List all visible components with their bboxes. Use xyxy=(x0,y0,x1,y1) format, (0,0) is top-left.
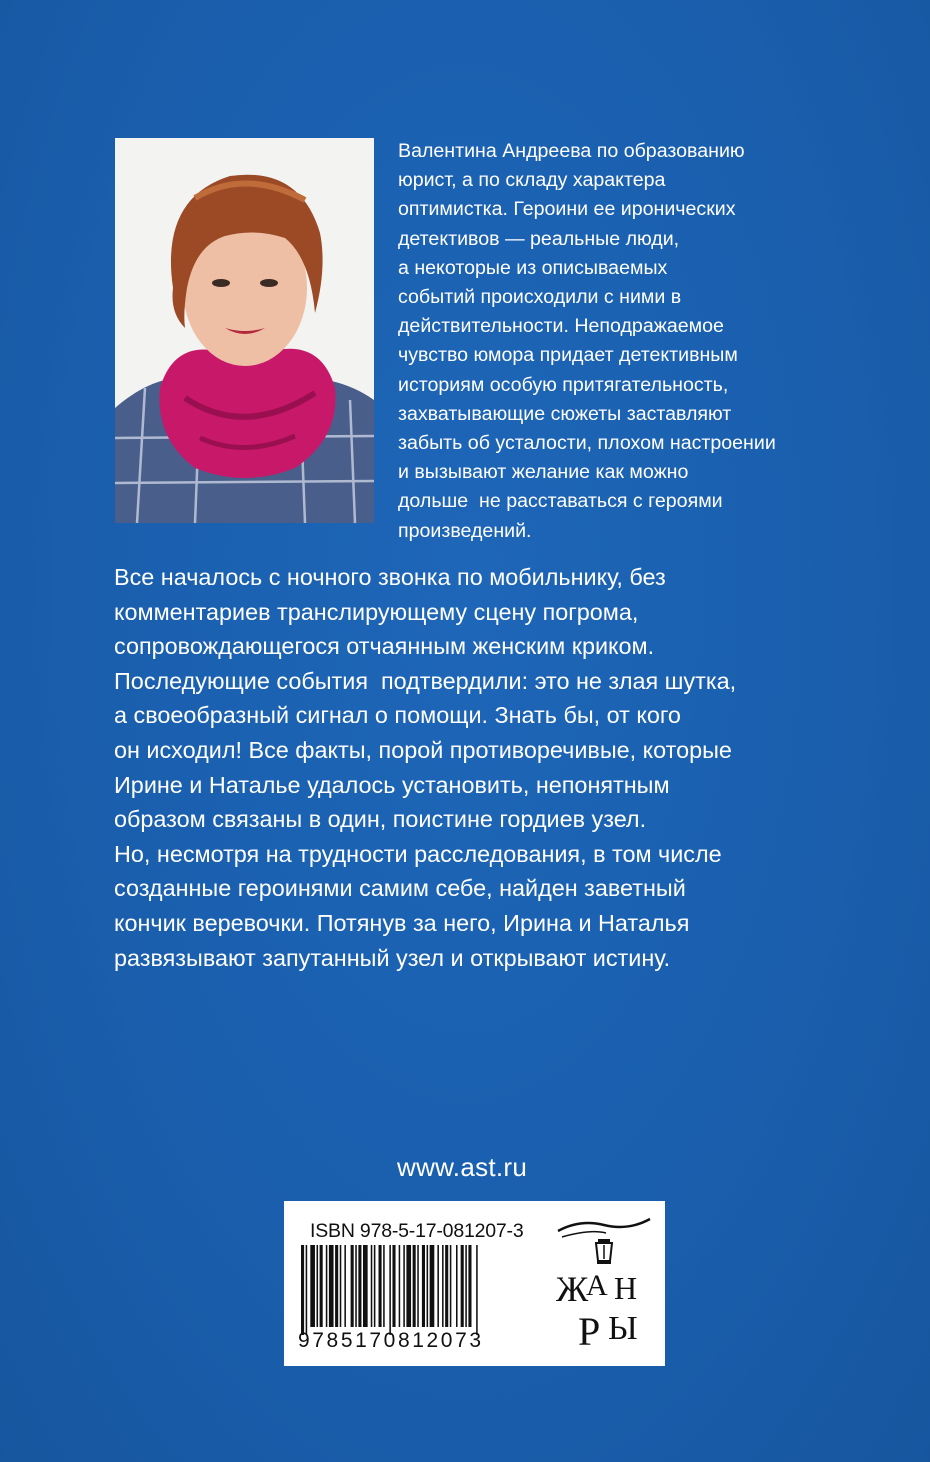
barcode-bar xyxy=(363,1245,368,1327)
barcode-bar xyxy=(450,1245,452,1327)
barcode-bar xyxy=(358,1245,361,1327)
barcode-bar xyxy=(310,1245,315,1327)
annotation-line: созданные героинями самим себе, найден заветный xyxy=(114,875,686,902)
barcode-bar xyxy=(437,1245,439,1327)
annotation-line: кончик веревочки. Потянув за него, Ирина и Наталья xyxy=(114,909,690,936)
bio-line: и вызывают желание как можно xyxy=(398,461,689,484)
barcode-bars xyxy=(299,1245,539,1335)
annotation-line: образом связаны в один, поистине гордиев узел. xyxy=(114,806,647,833)
barcode-bar xyxy=(317,1245,319,1327)
barcode-bar xyxy=(465,1245,467,1327)
bio-line: произведений. xyxy=(398,519,532,542)
bio-line: юрист, а по складу характера xyxy=(398,169,666,192)
bio-line: дольше не расставаться с героями xyxy=(398,490,723,513)
barcode-bar xyxy=(340,1245,342,1327)
bio-line: оптимистка. Героини ее иронических xyxy=(398,198,736,221)
annotation-line: а своеобразный сигнал о помощи. Знать бы, от кого xyxy=(114,702,681,729)
barcode-bar xyxy=(399,1245,401,1327)
book-annotation xyxy=(114,560,834,975)
barcode-bar xyxy=(383,1245,385,1327)
barcode-bar xyxy=(392,1245,395,1327)
barcode-bar xyxy=(374,1245,376,1327)
annotation-line: сопровождающегося отчаянным женским криком. xyxy=(114,633,655,660)
isbn-label: ISBN 978-5-17-081207-3 xyxy=(310,1220,524,1242)
bio-line: а некоторые из описываемых xyxy=(398,256,668,279)
barcode-bar xyxy=(329,1245,334,1327)
barcode-bar xyxy=(406,1245,411,1327)
annotation-line: комментариев транслирующему сцену погрома, xyxy=(114,598,639,625)
barcode-bar xyxy=(430,1245,435,1327)
ean-digits: 9785170812073 xyxy=(298,1329,484,1352)
barcode-bar xyxy=(461,1245,464,1327)
barcode-bar xyxy=(427,1245,429,1327)
bio-line: детективов — реальные люди, xyxy=(398,227,680,250)
annotation-line: он исходил! Все факты, порой противоречивые, которые xyxy=(114,736,732,763)
barcode-panel xyxy=(284,1201,665,1366)
bio-line: чувство юмора придает детективным xyxy=(398,344,738,367)
barcode-bar xyxy=(371,1245,373,1327)
logo-letter: А xyxy=(586,1269,608,1302)
lantern-icon xyxy=(596,1239,612,1264)
annotation-line: Ирине и Наталье удалось установить, непонятным xyxy=(114,771,670,798)
barcode-bar xyxy=(417,1245,419,1327)
annotation-line: Все началось с ночного звонка по мобильнику, без xyxy=(114,564,666,590)
author-bio xyxy=(398,137,838,546)
barcode-bar xyxy=(320,1245,323,1327)
barcode-bar xyxy=(403,1245,405,1327)
barcode-bar xyxy=(476,1245,478,1335)
barcode-bar xyxy=(413,1245,416,1327)
bio-line: историям особую притягательность, xyxy=(398,373,729,396)
barcode-bar xyxy=(422,1245,425,1327)
logo-letter: Ж xyxy=(556,1269,589,1309)
bio-line: событий происходили с ними в xyxy=(398,286,682,309)
logo-letter: Ы xyxy=(608,1310,638,1347)
publisher-website: www.ast.ru xyxy=(397,1152,528,1182)
annotation-line: Но, несмотря на трудности расследования, в том числе xyxy=(114,840,722,867)
barcode-bar xyxy=(442,1245,444,1327)
logo-letter: Р xyxy=(578,1309,601,1354)
bio-line: захватывающие сюжеты заставляют xyxy=(398,402,732,425)
barcode-bar xyxy=(379,1245,382,1327)
barcode-bar xyxy=(326,1245,328,1327)
barcode-bar xyxy=(306,1245,308,1335)
barcode-bar xyxy=(468,1245,471,1327)
barcode-bar xyxy=(301,1245,304,1335)
annotation-line: Последующие события подтвердили: это не злая шутка, xyxy=(114,667,737,694)
barcode-bar xyxy=(456,1245,458,1327)
barcode-bar xyxy=(344,1245,346,1327)
logo-letter: Н xyxy=(614,1270,638,1306)
barcode-bar xyxy=(351,1245,354,1327)
series-logo xyxy=(550,1209,658,1359)
barcode-bar xyxy=(355,1245,357,1327)
bio-line: забыть об усталости, плохом настроении xyxy=(398,432,776,455)
barcode-bar xyxy=(445,1245,448,1327)
barcode-bar xyxy=(335,1245,338,1327)
bio-line: действительности. Неподражаемое xyxy=(398,315,724,338)
annotation-line: развязывают запутанный узел и открывают истину. xyxy=(114,944,671,971)
author-photo xyxy=(115,138,374,523)
barcode-bar xyxy=(389,1245,391,1335)
bio-line: Валентина Андреева по образованию xyxy=(398,140,745,162)
